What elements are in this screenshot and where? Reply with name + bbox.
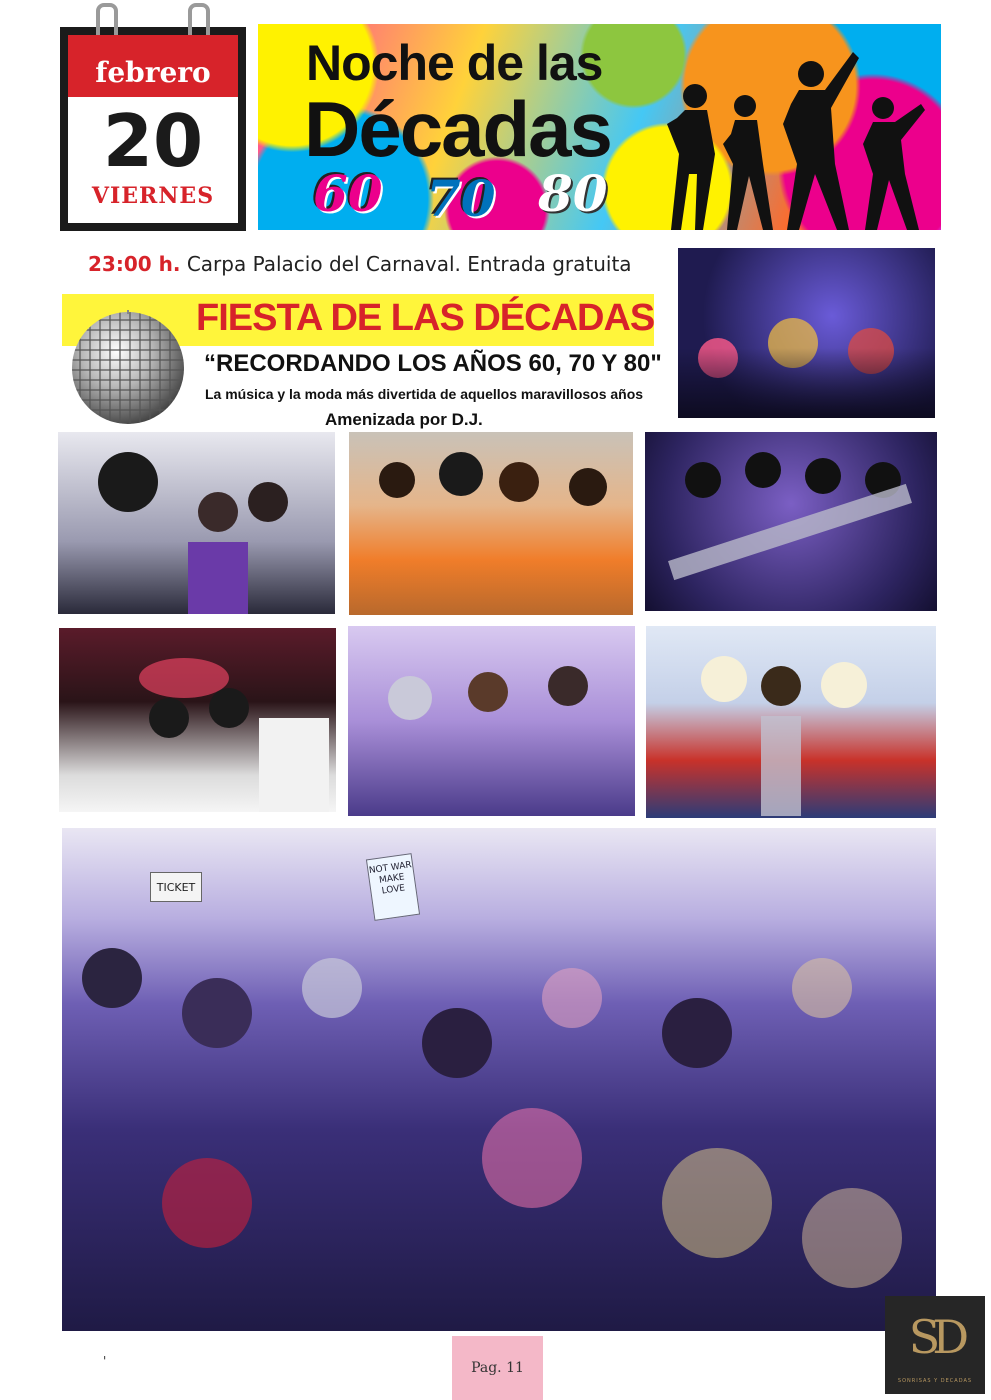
- protest-sign: NOT WAR MAKE LOVE: [366, 853, 420, 921]
- event-tagline: “RECORDANDO LOS AÑOS 60, 70 Y 80": [204, 350, 662, 377]
- calendar-day: 20: [102, 99, 204, 183]
- ticket-sign: TICKET: [150, 872, 202, 902]
- page-number: Pag. 11: [471, 1360, 524, 1376]
- calendar-page: [68, 35, 238, 223]
- calendar-month-header: [68, 35, 238, 97]
- banner-title-line2: Décadas: [304, 85, 611, 173]
- event-venue: Carpa Palacio del Carnaval. Entrada gratuita: [180, 252, 632, 276]
- event-host: Amenizada por D.J.: [325, 410, 483, 429]
- dancers-silhouette-icon: [663, 44, 933, 230]
- banner-title-line1: Noche de las: [306, 35, 603, 91]
- decade-70-label: 70: [426, 169, 496, 228]
- photo-group-kiss-costumes: [645, 432, 937, 611]
- sd-logo-tagline: SONRISAS Y DECADAS: [897, 1378, 973, 1384]
- photo-group-wigs-purple: [348, 626, 635, 816]
- disco-ball-icon: [70, 310, 186, 426]
- stray-mark: ': [103, 1354, 107, 1368]
- decades-banner: [258, 24, 941, 230]
- calendar-date-badge: [60, 27, 246, 231]
- photo-group-sixties-costumes: [58, 432, 335, 614]
- event-time: 23:00 h.: [88, 252, 181, 276]
- photo-group-nuns-and-disco: [59, 628, 336, 812]
- sd-logo-letters: SD: [908, 1310, 962, 1364]
- sd-logo: [885, 1296, 985, 1394]
- photo-party-crowd-small: [678, 248, 935, 418]
- event-description: La música y la moda más divertida de aquellos maravillosos años: [205, 386, 644, 402]
- decade-80-label: 80: [538, 164, 608, 223]
- photo-group-red-outfits: [646, 626, 936, 818]
- event-title: FIESTA DE LAS DÉCADAS: [196, 297, 655, 339]
- calendar-month: febrero: [95, 55, 211, 89]
- decade-60-label: 60: [313, 164, 383, 223]
- photo-group-hippie-orange: [349, 432, 633, 615]
- photo-party-crowd-large: [62, 828, 936, 1331]
- calendar-weekday: VIERNES: [91, 183, 215, 209]
- page-number-tab: [452, 1336, 543, 1400]
- event-time-venue: [88, 252, 632, 276]
